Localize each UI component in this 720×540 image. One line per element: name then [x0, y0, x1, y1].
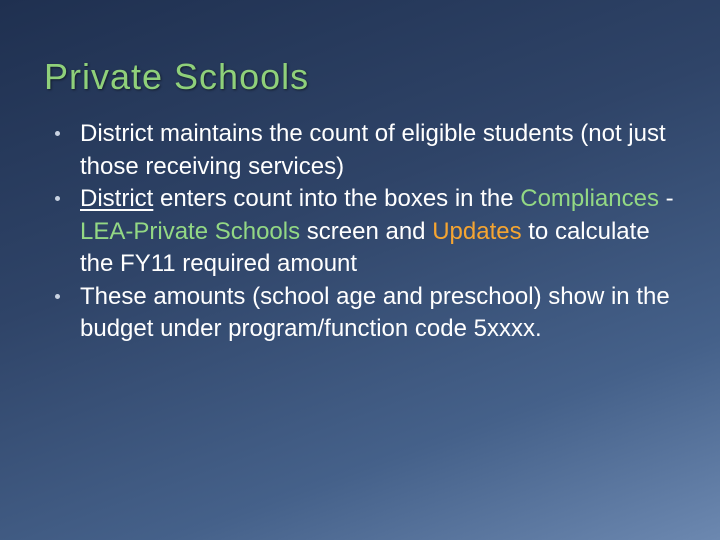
bullet-dot-icon [55, 196, 60, 201]
bullet-text: District maintains the count of eligible students (not just those receiving services) [80, 120, 666, 180]
compliances-text: Compliances [520, 185, 659, 212]
bullet-item [80, 281, 680, 346]
bullet-text: - [658, 185, 674, 212]
bullet-text: to calculate the FY11 required amount [80, 217, 650, 277]
bullet-text: enters count into the boxes in the [153, 185, 521, 212]
lea-private-schools-text: LEA-Private Schools [80, 217, 301, 245]
updates-text: Updates [432, 217, 522, 245]
bullet-dot-icon [55, 131, 60, 136]
slide-title: Private Schools [44, 56, 310, 97]
bullet-text: These amounts (school age and preschool) show in the budget under program/function code 5xxxx. [80, 282, 670, 342]
bullet-list [80, 118, 680, 346]
district-link-text: District [80, 185, 154, 212]
bullet-item [80, 118, 680, 183]
bullet-dot-icon [55, 294, 60, 299]
bullet-item [80, 183, 680, 281]
bullet-text: screen and [300, 217, 433, 245]
